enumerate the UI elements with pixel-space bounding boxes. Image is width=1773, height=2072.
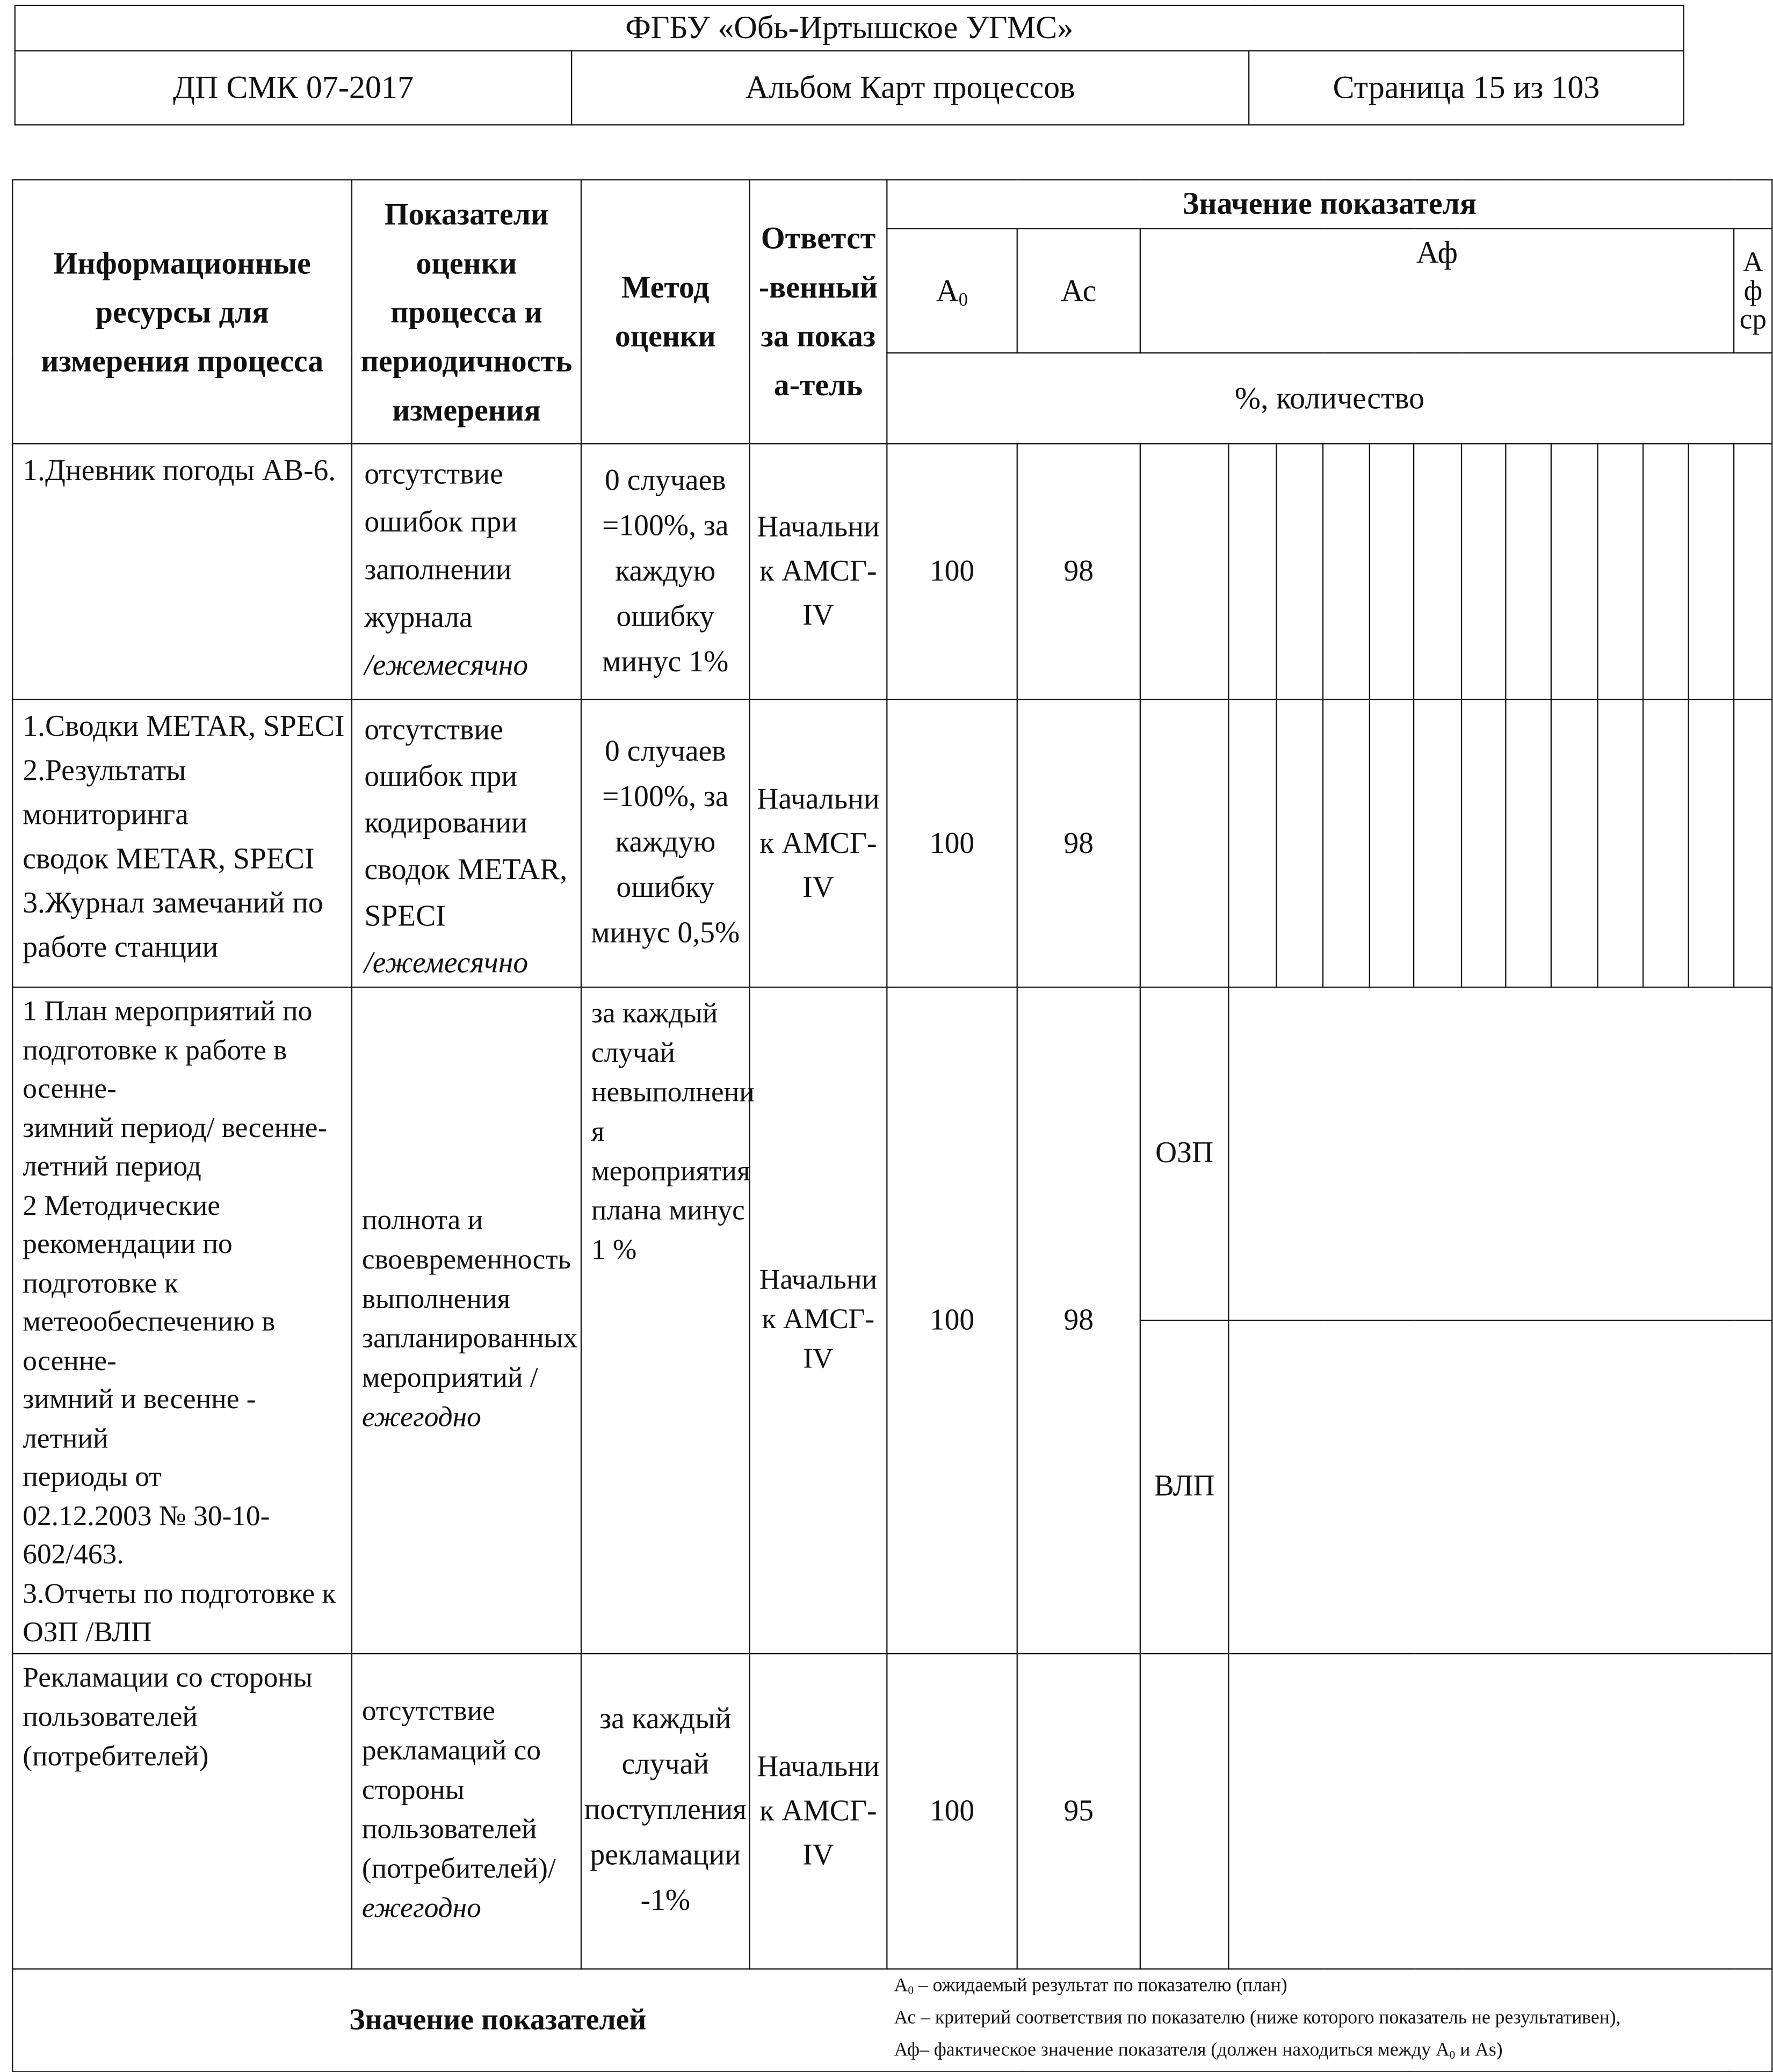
table-row — [12, 987, 1772, 1320]
row2-af-cell — [1276, 699, 1323, 987]
row4-af-label-cell — [1140, 1653, 1229, 1968]
row2-af-cell — [1551, 699, 1598, 987]
row2-method: 0 случаев =100%, за каждую ошибку минус 0,5% — [581, 699, 750, 987]
col-header-method: Метод оценки — [581, 180, 750, 444]
col-header-ac: Ас — [1017, 229, 1140, 353]
legend-a0: $А_0$ – ожидаемый результат по показателю (план) — [894, 1975, 1287, 1997]
document-header — [15, 5, 1684, 126]
row3-method: за каждый случай невыполнени я мероприятия плана минус 1 % — [581, 987, 750, 1653]
legend-af: Аф– фактическое значение показателя (должен находиться между $А_0$ и Аs) — [894, 2039, 1503, 2062]
row4-responsible: Начальни к АМСГ- IV — [750, 1653, 887, 1968]
table-row — [12, 444, 1772, 699]
row2-af-cell — [1370, 699, 1414, 987]
table-footer-row — [12, 1968, 1772, 2071]
row3-a0: 100 — [887, 987, 1017, 1653]
row3-af-ozp-value — [1228, 987, 1772, 1320]
row1-af-cell — [1643, 444, 1689, 699]
row1-af-cell — [1598, 444, 1644, 699]
row3-responsible: Начальни к АМСГ- IV — [750, 987, 887, 1653]
organization-name: ФГБУ «Обь-Иртышское УГМС» — [15, 5, 1684, 51]
row1-af-cell — [1461, 444, 1506, 699]
footer-legend — [887, 1968, 1772, 2071]
row4-a0: 100 — [887, 1653, 1017, 1968]
row1-ac: 98 — [1017, 444, 1140, 699]
row1-af-cell — [1140, 444, 1229, 699]
row1-method: 0 случаев =100%, за каждую ошибку минус 1% — [581, 444, 750, 699]
row1-responsible: Начальни к АМСГ- IV — [750, 444, 887, 699]
col-header-a0: $А_0$ — [887, 229, 1017, 353]
row3-af-vlp-value — [1228, 1320, 1772, 1653]
process-indicators-table — [12, 179, 1773, 2072]
col-header-value-group: Значение показателя — [887, 180, 1772, 229]
col-header-indicators: Показатели оценки процесса и периодичность измерения — [352, 180, 581, 444]
row1-indicator: отсутствие ошибок при заполнении журнала /ежемесячно — [352, 444, 581, 699]
row1-af-cell — [1370, 444, 1414, 699]
row4-indicator: отсутствие рекламаций со стороны пользователей (потребителей)/ ежегодно — [352, 1653, 581, 1968]
row2-af-avg-cell — [1734, 699, 1772, 987]
row4-method: за каждый случай поступления рекламации -1% — [581, 1653, 750, 1968]
row4-ac: 95 — [1017, 1653, 1140, 1968]
row2-indicator: отсутствие ошибок при кодировании сводок METAR, SPECI /ежемесячно — [352, 699, 581, 987]
page-number: Страница 15 из 103 — [1249, 51, 1684, 125]
row2-af-cell — [1461, 699, 1506, 987]
row2-af-cell — [1414, 699, 1461, 987]
table-row — [12, 1653, 1772, 1968]
row2-af-cell — [1689, 699, 1734, 987]
col-header-af-avg: А ф ср — [1734, 229, 1772, 353]
row1-af-cell — [1414, 444, 1461, 699]
col-header-resources: Информационные ресурсы для измерения процесса — [12, 180, 352, 444]
row2-responsible: Начальни к АМСГ- IV — [750, 699, 887, 987]
legend-ac: Ас – критерий соответствия по показателю (ниже которого показатель не результативен), — [894, 2007, 1621, 2028]
row1-af-cell — [1689, 444, 1734, 699]
row1-af-cell — [1506, 444, 1551, 699]
row1-af-cell — [1228, 444, 1276, 699]
row1-resources: 1.Дневник погоды АВ-6. — [12, 444, 352, 699]
row1-af-cell — [1551, 444, 1598, 699]
row2-a0: 100 — [887, 699, 1017, 987]
row3-af-vlp-label: ВЛП — [1140, 1320, 1229, 1653]
document-code: ДП СМК 07-2017 — [15, 51, 571, 125]
table-row — [12, 699, 1772, 987]
row1-a0: 100 — [887, 444, 1017, 699]
row2-resources: 1.Сводки METAR, SPECI 2.Результаты мониторинга сводок METAR, SPECI 3.Журнал замечаний по работе станции — [12, 699, 352, 987]
row2-af-cell — [1598, 699, 1644, 987]
row3-indicator: полнота и своевременность выполнения запланированных мероприятий / ежегодно — [352, 987, 581, 1653]
row1-af-avg-cell — [1734, 444, 1772, 699]
row2-af-cell — [1228, 699, 1276, 987]
row1-af-cell — [1323, 444, 1370, 699]
row2-af-cell — [1323, 699, 1370, 987]
row2-af-cell — [1506, 699, 1551, 987]
row3-af-ozp-label: ОЗП — [1140, 987, 1229, 1320]
row4-resources: Рекламации со стороны пользователей (потребителей) — [12, 1653, 352, 1968]
row2-ac: 98 — [1017, 699, 1140, 987]
row4-af-value — [1228, 1653, 1772, 1968]
row1-af-cell — [1276, 444, 1323, 699]
col-header-responsible: Ответст-венный за показа-тель — [750, 180, 887, 444]
col-header-af: Аф — [1140, 229, 1734, 353]
row3-ac: 98 — [1017, 987, 1140, 1653]
row2-af-cell — [1140, 699, 1229, 987]
footer-title: Значение показателей — [12, 1968, 887, 2071]
row3-resources: 1 План мероприятий по подготовке к работе в осенне- зимний период/ весенне- летний период 2 Методические рекомендации по подготовке к метеообеспечению в осенне- зимний и весенне - летний периоды от 02.12.2003 № 30-10-602/463. 3.Отчеты по подготовке к ОЗП /ВЛП — [12, 987, 352, 1653]
album-title: Альбом Карт процессов — [571, 51, 1249, 125]
row2-af-cell — [1643, 699, 1689, 987]
col-header-units: %, количество — [887, 353, 1772, 444]
